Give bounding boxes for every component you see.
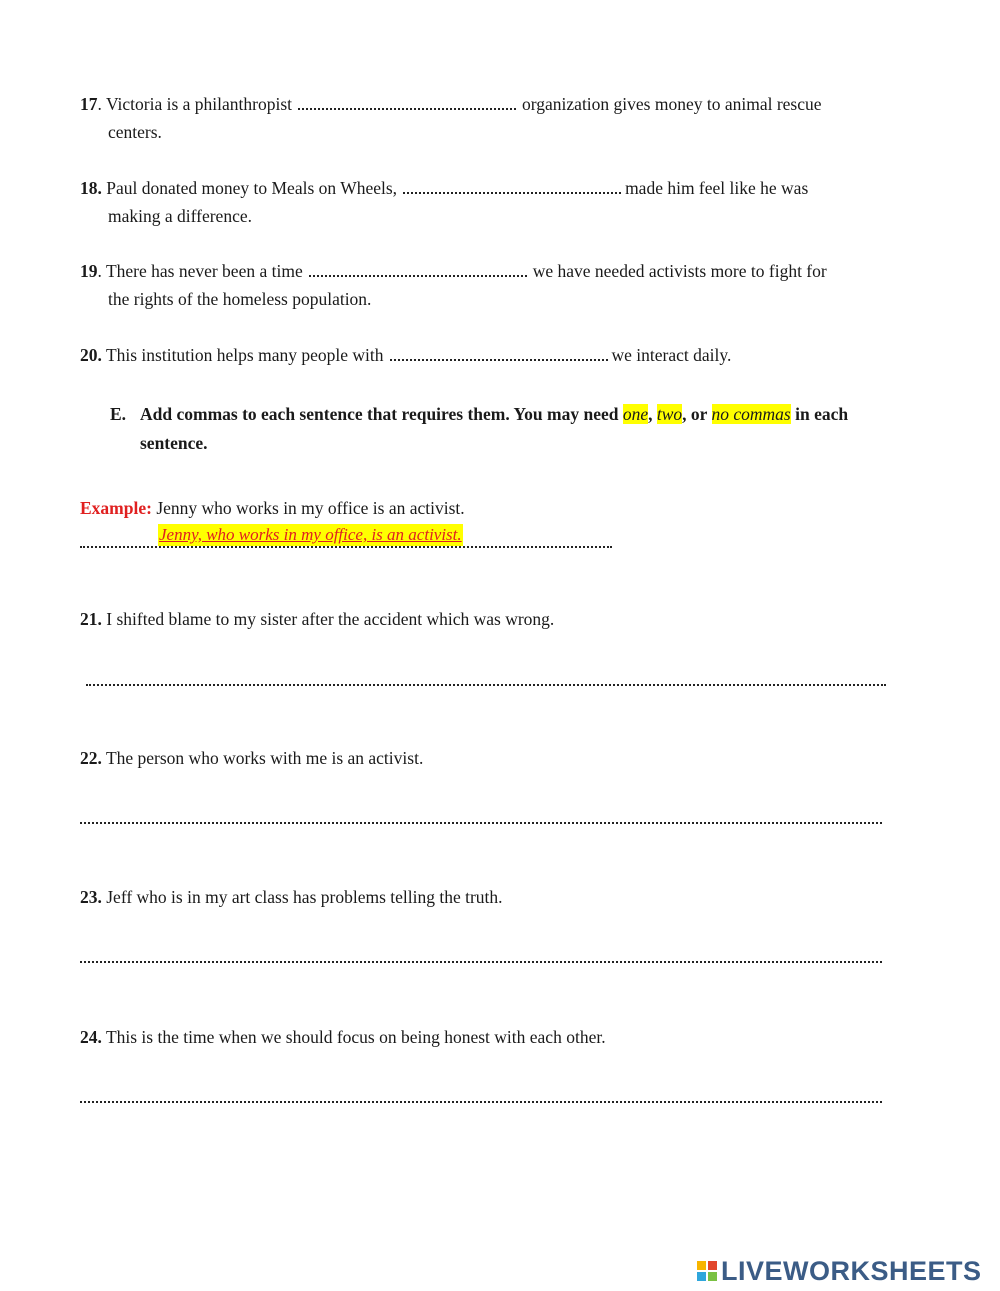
logo-cubes-icon xyxy=(697,1261,717,1281)
instruction-text-end: in each xyxy=(795,404,849,424)
section-e-instructions xyxy=(110,400,910,458)
option-two: two xyxy=(656,404,683,424)
question-24 xyxy=(80,1023,910,1051)
question-17 xyxy=(80,90,910,146)
question-text-before: Victoria is a philanthropist xyxy=(105,94,293,114)
logo-text: LIVEWORKSHEETS xyxy=(721,1255,982,1286)
example-block xyxy=(80,494,465,522)
answer-blank-19[interactable] xyxy=(309,261,527,277)
question-sentence: The person who works with me is an activist. xyxy=(105,748,424,768)
answer-blank-18[interactable] xyxy=(403,178,621,194)
question-continuation: the rights of the homeless population. xyxy=(108,289,372,309)
instruction-text: Add commas to each sentence that requires them. You may need xyxy=(140,404,619,424)
question-number: 18. xyxy=(80,178,102,198)
question-number: 20. xyxy=(80,345,102,365)
question-sentence: I shifted blame to my sister after the accident which was wrong. xyxy=(106,609,555,629)
example-sentence: Jenny who works in my office is an activist. xyxy=(156,498,465,518)
question-20 xyxy=(80,341,910,369)
question-number-sep: . xyxy=(97,94,102,114)
question-19 xyxy=(80,257,910,313)
answer-line-21[interactable] xyxy=(86,674,886,686)
question-text-before: Paul donated money to Meals on Wheels, xyxy=(106,178,398,198)
question-continuation: making a difference. xyxy=(108,206,252,226)
question-text-after: we have needed activists more to fight for xyxy=(532,261,827,281)
question-sentence: Jeff who is in my art class has problems telling the truth. xyxy=(106,887,503,907)
question-number: 17 xyxy=(80,94,98,114)
comma-sep: , xyxy=(648,404,653,424)
question-number: 19 xyxy=(80,261,98,281)
question-text-before: There has never been a time xyxy=(105,261,303,281)
question-text-before: This institution helps many people with xyxy=(105,345,384,365)
logo-cube xyxy=(697,1261,706,1270)
logo-cube xyxy=(708,1272,717,1281)
liveworksheets-logo xyxy=(697,1254,982,1288)
example-label: Example: xyxy=(80,498,152,518)
question-text-after: organization gives money to animal rescue xyxy=(522,94,822,114)
answer-line-23[interactable] xyxy=(80,951,882,963)
question-23 xyxy=(80,883,910,911)
question-text-after: made him feel like he was xyxy=(625,178,809,198)
instruction-line-2: sentence. xyxy=(140,433,208,453)
question-22 xyxy=(80,744,910,772)
question-21 xyxy=(80,605,910,633)
answer-blank-20[interactable] xyxy=(390,345,608,361)
section-letter: E. xyxy=(110,404,127,424)
question-number: 23. xyxy=(80,887,102,907)
option-one: one xyxy=(622,404,649,424)
question-text-after: we interact daily. xyxy=(611,345,732,365)
question-number: 22. xyxy=(80,748,102,768)
example-answer: Jenny, who works in my office, is an activist. xyxy=(159,525,462,544)
answer-line-22[interactable] xyxy=(80,812,882,824)
question-number: 24. xyxy=(80,1027,102,1047)
logo-cube xyxy=(697,1272,706,1281)
or-text: , or xyxy=(682,404,708,424)
answer-blank-17[interactable] xyxy=(298,94,516,110)
option-no-commas: no commas xyxy=(711,404,791,424)
question-number: 21. xyxy=(80,609,102,629)
question-continuation: centers. xyxy=(108,122,162,142)
answer-line-24[interactable] xyxy=(80,1091,882,1103)
question-sentence: This is the time when we should focus on being honest with each other. xyxy=(105,1027,606,1047)
logo-cube xyxy=(708,1261,717,1270)
question-18 xyxy=(80,174,910,230)
question-number-sep: . xyxy=(97,261,102,281)
